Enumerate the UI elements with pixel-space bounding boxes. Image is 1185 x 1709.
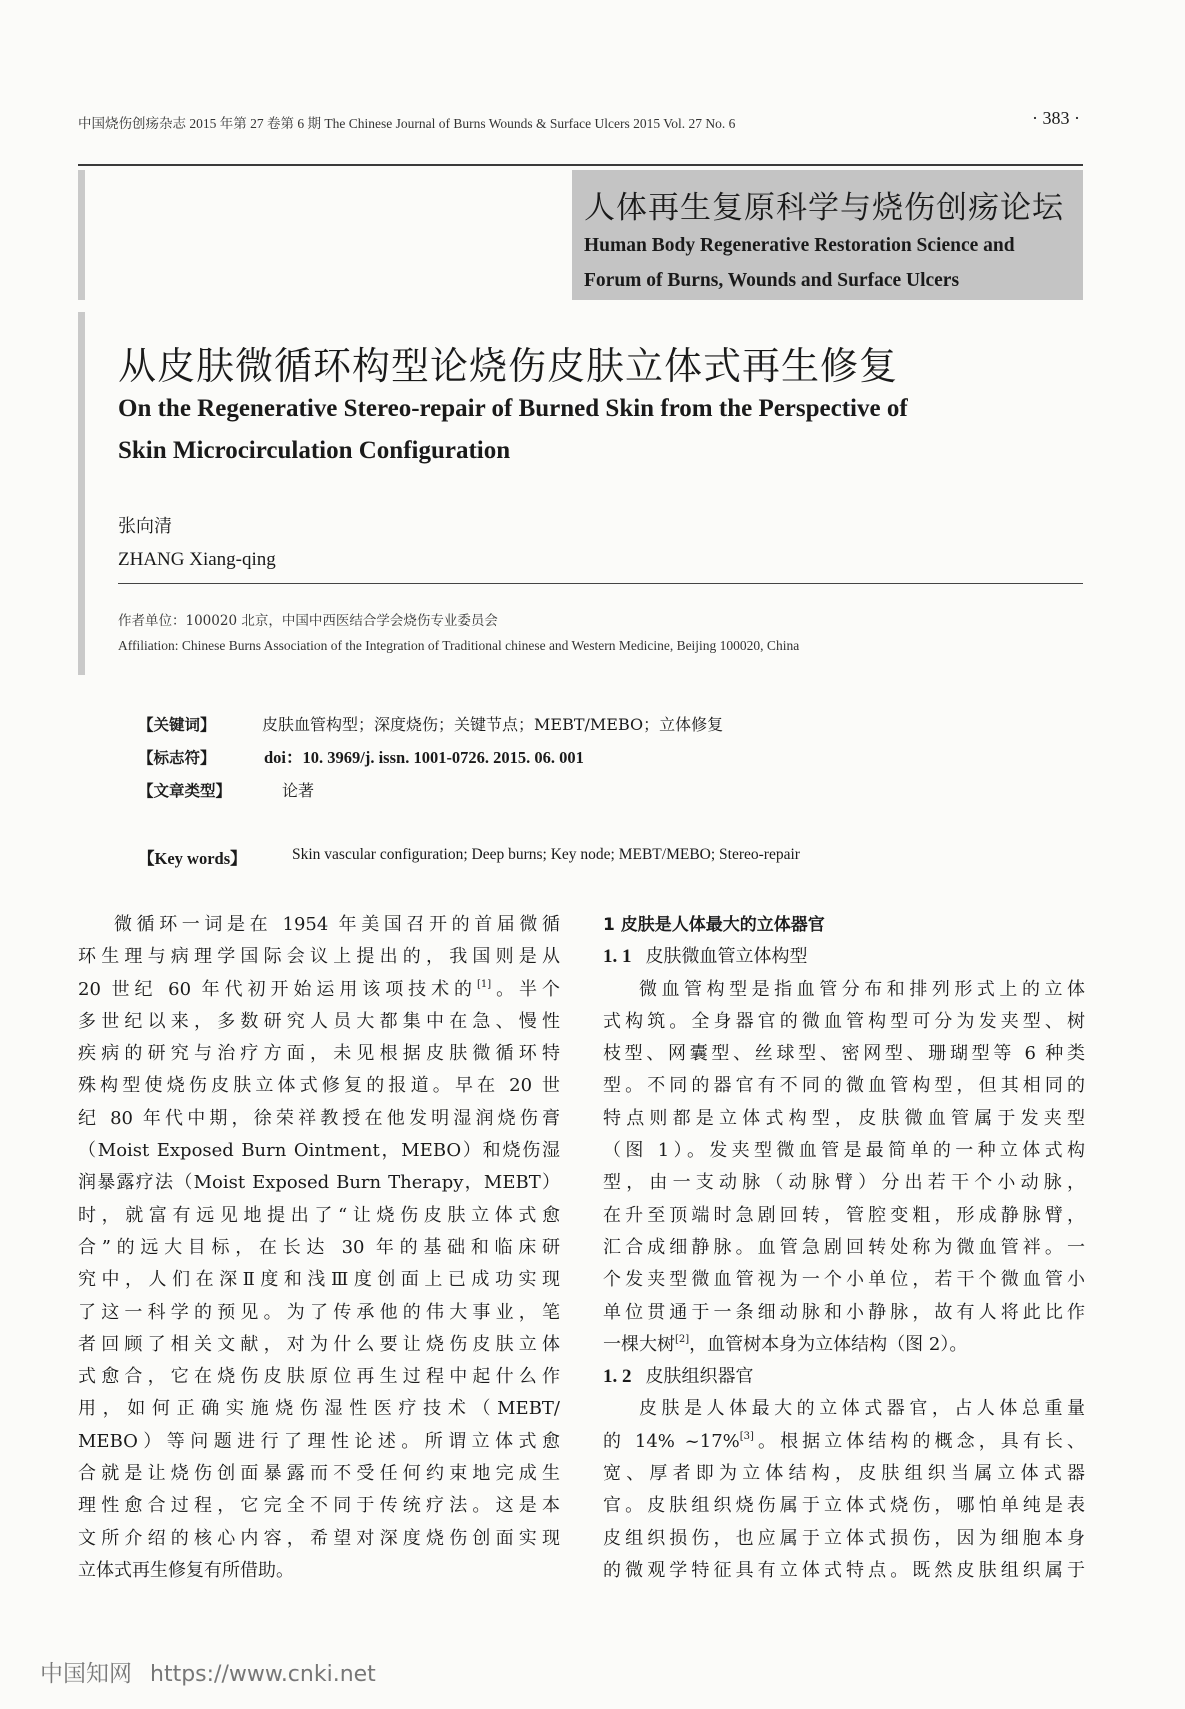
body-line: 个发夹型微血管视为一个小单位，若干个微血管小 (603, 1269, 1085, 1291)
body-line: 殊构型使烧伤皮肤立体式修复的报道。早在 20 世 (78, 1075, 560, 1097)
section-title: 皮肤微血管立体构型 (645, 946, 808, 968)
article-title-en-line1: On the Regenerative Stereo-repair of Burned Skin from the Perspective of (118, 395, 908, 422)
body-line: 微血管构型是指血管分布和排列形式上的立体 (639, 978, 1085, 1000)
article-type-value: 论著 (282, 781, 315, 800)
keywords-en-value: Skin vascular configuration; Deep burns; Key node; MEBT/MEBO; Stereo-repair (292, 846, 800, 863)
body-line: 宽、厚者即为立体结构，皮肤组织当属立体式器 (603, 1463, 1085, 1485)
forum-side-bar (78, 170, 85, 300)
section-number: 1. 1 (603, 946, 632, 968)
body-line: 疾病的研究与治疗方面，未见根据皮肤微循环特 (78, 1043, 560, 1065)
body-line: 用，如何正确实施烧伤湿性医疗技术（MEBT/ (78, 1398, 560, 1420)
body-line: 立体式再生修复有所借助。 (78, 1559, 294, 1581)
body-line: 合”的远大目标，在长达 30 年的基础和临床研 (78, 1236, 560, 1258)
watermark-url[interactable]: https://www.cnki.net (150, 1662, 376, 1687)
body-line: 官。皮肤组织烧伤属于立体式烧伤，哪怕单纯是表 (603, 1495, 1085, 1517)
body-line (78, 974, 560, 1006)
author-name-en: ZHANG Xiang-qing (118, 549, 276, 570)
body-line: 了这一科学的预见。为了传承他的伟大事业，笔 (78, 1301, 560, 1323)
right-column (603, 909, 1085, 1587)
body-line-text: 20 世纪 60 年代初开始运用该项技术的 (78, 978, 477, 1000)
body-line-text: 。半个 (491, 978, 560, 1000)
article-side-bar (78, 312, 85, 675)
article-type-label: 【文章类型】 (138, 782, 232, 800)
section-title: 皮肤组织器官 (645, 1366, 754, 1388)
body-line: 微循环一词是在 1954 年美国召开的首届微循 (114, 914, 560, 935)
body-line: 式构筑。全身器官的微血管构型可分为发夹型、树 (603, 1010, 1085, 1032)
article-title-zh: 从皮肤微循环构型论烧伤皮肤立体式再生修复 (118, 344, 899, 388)
section-heading-1: 1 皮肤是人体最大的立体器官 (603, 915, 825, 935)
cnki-watermark (40, 1655, 376, 1688)
body-line: 的微观学特征具有立体式特点。既然皮肤组织属于 (603, 1559, 1085, 1581)
body-line: 式愈合，它在烧伤皮肤原位再生过程中起什么作 (78, 1366, 560, 1388)
body-line: 究中，人们在深Ⅱ度和浅Ⅲ度创面上已成功实现 (78, 1269, 560, 1291)
keywords-en-label: 【Key words】 (138, 849, 247, 868)
section-heading-1-1 (603, 941, 1085, 973)
body-line: 在升至顶端时急剧回转，管腔变粗，形成静脉臂， (603, 1204, 1085, 1226)
author-name-zh: 张向清 (118, 516, 172, 537)
body-line: 皮组织损伤，也应属于立体式损伤，因为细胞本身 (603, 1527, 1085, 1549)
body-line: （Moist Exposed Burn Ointment，MEBO）和烧伤湿 (78, 1140, 560, 1162)
running-head: 中国烧伤创疡杂志 2015 年第 27 卷第 6 期 The Chinese Journal of Burns Wounds & Surface Ulcers 2015 Vol. 27 No. 6 (78, 116, 736, 131)
header-rule (78, 164, 1083, 166)
body-line (603, 1329, 1085, 1361)
body-line: 皮肤是人体最大的立体式器官，占人体总重量 (639, 1398, 1085, 1420)
body-line: 单位贯通于一条细动脉和小静脉，故有人将此比作 (603, 1301, 1085, 1323)
body-line: MEBO）等问题进行了理性论述。所谓立体式愈 (78, 1430, 560, 1452)
keywords-value: 皮肤血管构型；深度烧伤；关键节点；MEBT/MEBO；立体修复 (262, 715, 724, 734)
body-line-text: 。根据立体结构的概念，具有长、 (753, 1430, 1086, 1452)
author-rule (118, 583, 1083, 584)
keywords-label: 【关键词】 (138, 716, 216, 734)
article-title-en (118, 388, 1078, 472)
body-line-text: ，血管树本身为立体结构（图 2）。 (689, 1333, 968, 1355)
body-line: 汇合成细静脉。血管急剧回转处称为微血管袢。一 (603, 1236, 1085, 1258)
doi-label: 【标志符】 (138, 749, 216, 767)
article-title-en-line2: Skin Microcirculation Configuration (118, 437, 511, 464)
body-line: 环生理与病理学国际会议上提出的，我国则是从 (78, 946, 560, 968)
affiliation-zh: 作者单位：100020 北京，中国中西医结合学会烧伤专业委员会 (118, 613, 498, 629)
forum-title-en-line1: Human Body Regenerative Restoration Science and (584, 235, 1015, 256)
citation: [1] (477, 978, 492, 990)
section-heading-1-2 (603, 1361, 1085, 1393)
body-line: 纪 80 年代中期，徐荣祥教授在他发明湿润烧伤膏 (78, 1107, 560, 1129)
body-line: 枝型、网囊型、丝球型、密网型、珊瑚型等 6 种类 (603, 1043, 1085, 1065)
left-column (78, 909, 560, 1587)
citation: [2] (675, 1333, 690, 1345)
watermark-site-name: 中国知网 (40, 1661, 132, 1687)
doi-value: doi：10. 3969/j. issn. 1001-0726. 2015. 06. 001 (264, 748, 584, 767)
body-line (603, 1426, 1085, 1458)
body-line: （图 1）。发夹型微血管是最简单的一种立体式构 (603, 1140, 1085, 1162)
body-line: 多世纪以来，多数研究人员大都集中在急、慢性 (78, 1010, 560, 1032)
body-line: 时，就富有远见地提出了“让烧伤皮肤立体式愈 (78, 1204, 560, 1226)
body-line: 润暴露疗法（Moist Exposed Burn Therapy，MEBT） (78, 1172, 560, 1194)
body-line-text: 一棵大树 (603, 1333, 675, 1355)
forum-title-en (584, 228, 1079, 298)
affiliation-en: Affiliation: Chinese Burns Association of the Integration of Traditional chinese and Western Medicine, Beijing 100020, China (118, 638, 800, 653)
body-line: 理性愈合过程，它完全不同于传统疗法。这是本 (78, 1495, 560, 1517)
section-number: 1. 2 (603, 1366, 632, 1388)
body-line: 者回顾了相关文献，对为什么要让烧伤皮肤立体 (78, 1333, 560, 1355)
body-line: 型，由一支动脉（动脉臂）分出若干个小动脉， (603, 1172, 1085, 1194)
forum-title-zh: 人体再生复原科学与烧伤创疡论坛 (584, 190, 1064, 226)
body-line: 文所介绍的核心内容，希望对深度烧伤创面实现 (78, 1527, 560, 1549)
forum-title-en-line2: Forum of Burns, Wounds and Surface Ulcers (584, 270, 960, 291)
body-line: 特点则都是立体式构型，皮肤微血管属于发夹型 (603, 1107, 1085, 1129)
page-number: · 383 · (1032, 108, 1080, 128)
body-line: 合就是让烧伤创面暴露而不受任何约束地完成生 (78, 1463, 560, 1485)
body-line: 型。不同的器官有不同的微血管构型，但其相同的 (603, 1075, 1085, 1097)
body-line-text: 的 14% ~17% (603, 1430, 740, 1452)
citation: [3] (739, 1430, 754, 1442)
